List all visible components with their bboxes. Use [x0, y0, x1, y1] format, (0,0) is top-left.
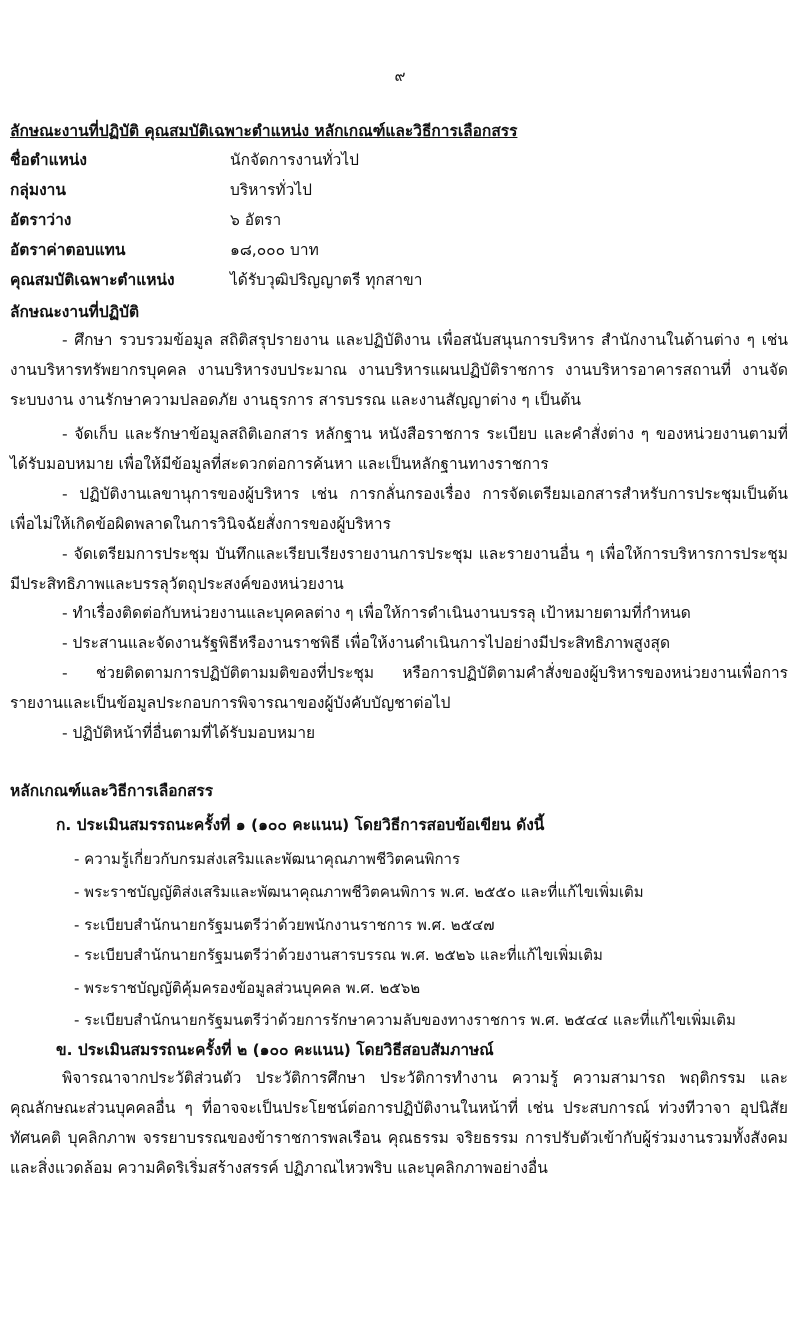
duty-item: - ศึกษา รวบรวมข้อมูล สถิติสรุปรายงาน และปฏิบัติงาน เพื่อสนับสนุนการบริหาร สำนักงานในด้านต่าง ๆ เช่น งานบริหารทรัพยากรบุคคล งานบริหารงบประมาณ งานบริหารแผนปฏิบัติราชการ งานบริหารอาคารสถานที่ งานจัดระบบงาน งานรักษาความปลอดภัย งานธุรการ สารบรรณ และงานสัญญาต่าง ๆ เป็นต้น — [10, 331, 788, 409]
exam-topic: - ระเบียบสำนักนายกรัฐมนตรีว่าด้วยพนักงานราชการ พ.ศ. ๒๕๔๗ — [74, 916, 495, 934]
field-value: ๑๘,๐๐๐ บาท — [230, 241, 319, 259]
field-label: อัตราว่าง — [10, 211, 72, 229]
document-title: ลักษณะงานที่ปฏิบัติ คุณสมบัติเฉพาะตำแหน่ง หลักเกณฑ์และวิธีการเลือกสรร — [10, 122, 518, 140]
exam-topic: - พระราชบัญญัติคุ้มครองข้อมูลส่วนบุคคล พ.ศ. ๒๕๖๒ — [74, 979, 421, 997]
page-number: ๙ — [394, 67, 406, 85]
duty-item: - ทำเรื่องติดต่อกับหน่วยงานและบุคคลต่าง ๆ เพื่อให้การดำเนินงานบรรลุ เป้าหมายตามที่กำหนด — [62, 604, 691, 622]
field-label: อัตราค่าตอบแทน — [10, 241, 126, 259]
duty-item: - ปฏิบัติงานเลขานุการของผู้บริหาร เช่น การกลั่นกรองเรื่อง การจัดเตรียมเอกสารสำหรับการประชุมเป็นต้น เพื่อไม่ให้เกิดข้อผิดพลาดในการวินิจฉัยสั่งการของผู้บริหาร — [10, 485, 788, 533]
field-label: คุณสมบัติเฉพาะตำแหน่ง — [10, 271, 175, 289]
exam-topic: - ความรู้เกี่ยวกับกรมส่งเสริมและพัฒนาคุณภาพชีวิตคนพิการ — [74, 850, 461, 868]
duty-item: - ประสานและจัดงานรัฐพิธีหรืองานราชพิธี เพื่อให้งานดำเนินการไปอย่างมีประสิทธิภาพสูงสุด — [62, 634, 671, 652]
round1-title: ก. ประเมินสมรรถนะครั้งที่ ๑ (๑๐๐ คะแนน) โดยวิธีการสอบข้อเขียน ดังนี้ — [56, 816, 545, 834]
field-value: ได้รับวุฒิปริญญาตรี ทุกสาขา — [230, 271, 423, 289]
duty-item: - ปฏิบัติหน้าที่อื่นตามที่ได้รับมอบหมาย — [62, 724, 316, 742]
field-value: นักจัดการงานทั่วไป — [230, 151, 359, 169]
round2-text: พิจารณาจากประวัติส่วนตัว ประวัติการศึกษา ประวัติการทำงาน ความรู้ ความสามารถ พฤติกรรม และคุณลักษณะส่วนบุคคลอื่น ๆ ที่อาจจะเป็นประโยชน์ต่อการปฏิบัติงานในหน้าที่ เช่น ประสบการณ์ ท่วงทีวาจา อุปนิสัย ทัศนคติ บุคลิกภาพ จรรยาบรรณของข้าราชการพลเรือน คุณธรรม จริยธรรม การปรับตัวเข้ากับผู้ร่วมงานรวมทั้งสังคมและสิ่งแวดล้อม ความคิดริเริ่มสร้างสรรค์ ปฏิภาณไหวพริบ และบุคลิกภาพอย่างอื่น — [10, 1069, 788, 1177]
duties-heading: ลักษณะงานที่ปฏิบัติ — [10, 303, 140, 321]
duty-item: - จัดเก็บ และรักษาข้อมูลสถิติเอกสาร หลักฐาน หนังสือราชการ ระเบียบ และคำสั่งต่าง ๆ ของหน่วยงานตามที่ได้รับมอบหมาย เพื่อให้มีข้อมูลที่สะดวกต่อการค้นหา และเป็นหลักฐานทางราชการ — [10, 425, 788, 473]
exam-topic: - ระเบียบสำนักนายกรัฐมนตรีว่าด้วยงานสารบรรณ พ.ศ. ๒๕๒๖ และที่แก้ไขเพิ่มเติม — [74, 946, 603, 964]
exam-topic: - พระราชบัญญัติส่งเสริมและพัฒนาคุณภาพชีวิตคนพิการ พ.ศ. ๒๕๕๐ และที่แก้ไขเพิ่มเติม — [74, 883, 644, 901]
field-label: กลุ่มงาน — [10, 181, 66, 199]
selection-heading: หลักเกณฑ์และวิธีการเลือกสรร — [10, 782, 214, 800]
field-label: ชื่อตำแหน่ง — [10, 151, 87, 169]
field-value: ๖ อัตรา — [230, 211, 282, 229]
round2-title: ข. ประเมินสมรรถนะครั้งที่ ๒ (๑๐๐ คะแนน) โดยวิธีสอบสัมภาษณ์ — [56, 1041, 494, 1059]
exam-topic: - ระเบียบสำนักนายกรัฐมนตรีว่าด้วยการรักษาความลับของทางราชการ พ.ศ. ๒๕๔๔ และที่แก้ไขเพิ่มเติม — [74, 1011, 736, 1029]
duty-item: - จัดเตรียมการประชุม บันทึกและเรียบเรียงรายงานการประชุม และรายงานอื่น ๆ เพื่อให้การบริหารการประชุมมีประสิทธิภาพและบรรลุวัตถุประสงค์ของหน่วยงาน — [10, 545, 788, 593]
field-value: บริหารทั่วไป — [230, 181, 312, 199]
duty-item: - ช่วยติดตามการปฏิบัติตามมติของที่ประชุม หรือการปฏิบัติตามคำสั่งของผู้บริหารของหน่วยงานเพื่อการรายงานและเป็นข้อมูลประกอบการพิจารณาของผู้บังคับบัญชาต่อไป — [10, 664, 788, 712]
